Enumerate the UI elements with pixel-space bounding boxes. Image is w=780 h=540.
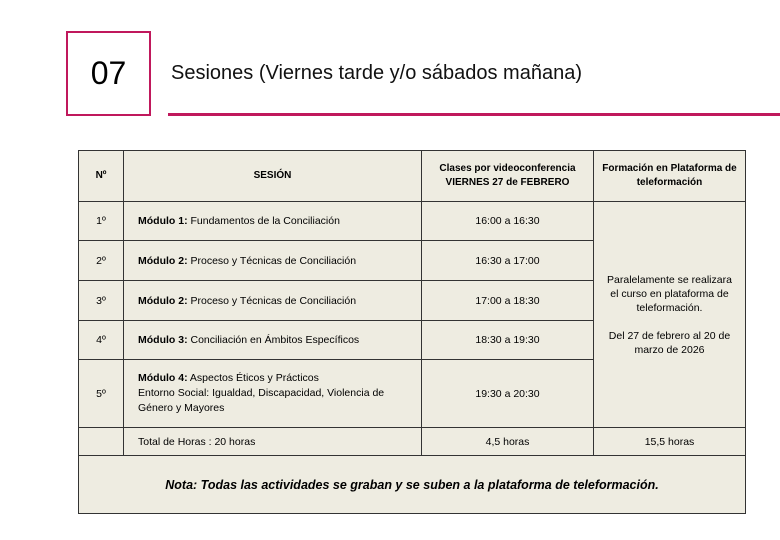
section-number-box: [66, 31, 151, 116]
row-module: Módulo 2:: [138, 294, 188, 307]
title-underline: [168, 113, 780, 116]
row-num: 3º: [79, 281, 124, 321]
row-desc: Proceso y Técnicas de Conciliación: [187, 254, 357, 267]
row-num: 4º: [79, 321, 124, 360]
header-platform: Formación en Plataforma de teleformación: [594, 151, 746, 202]
row-module: Módulo 2:: [138, 254, 188, 267]
row-session: [124, 241, 422, 281]
platform-text-1: Paralelamente se realizara el curso en plataforma de teleformación.: [607, 273, 732, 314]
row-time: 19:30 a 20:30: [422, 360, 594, 428]
row-desc: Fundamentos de la Conciliación: [187, 215, 340, 227]
header-video: Clases por videoconferencia VIERNES 27 de FEBRERO: [422, 151, 594, 202]
section-number: 07: [90, 55, 127, 91]
total-row: [79, 428, 746, 456]
total-platform-hours: 15,5 horas: [594, 428, 746, 456]
header-num: Nº: [79, 151, 124, 202]
row-module: Módulo 1:: [138, 215, 188, 227]
note-text: Nota: Todas las actividades se graban y se suben a la plataforma de teleformación.: [79, 456, 746, 514]
row-time: 16:30 a 17:00: [422, 241, 594, 281]
page-title: Sesiones (Viernes tarde y/o sábados mañana): [171, 62, 582, 84]
row-num: 5º: [79, 360, 124, 428]
row-num: 1º: [79, 202, 124, 241]
row-session: [124, 281, 422, 321]
row-time: 17:00 a 18:30: [422, 281, 594, 321]
note-row: [79, 456, 746, 514]
platform-text-2: Del 27 de febrero al 20 de marzo de 2026: [608, 329, 731, 356]
row-session: [124, 360, 422, 428]
row-desc: Proceso y Técnicas de Conciliación: [187, 294, 357, 307]
total-num-empty: [79, 428, 124, 456]
row-desc: Aspectos Éticos y Prácticos: [187, 372, 319, 384]
sessions-table: [78, 150, 746, 514]
row-desc-2: Entorno Social: Igualdad, Discapacidad, Violencia de Género y Mayores: [138, 387, 385, 414]
platform-cell: [594, 202, 746, 428]
total-label: Total de Horas : 20 horas: [124, 428, 422, 456]
table-row: [79, 202, 746, 241]
total-video-hours: 4,5 horas: [422, 428, 594, 456]
row-time: 16:00 a 16:30: [422, 202, 594, 241]
row-session: [124, 202, 422, 241]
header-session: SESIÓN: [124, 151, 422, 202]
row-time: 18:30 a 19:30: [422, 321, 594, 360]
table-header-row: [79, 151, 746, 202]
row-session-line: [138, 371, 413, 386]
row-desc: Conciliación en Ámbitos Específicos: [187, 334, 360, 346]
row-session: [124, 321, 422, 360]
row-module: Módulo 4:: [138, 372, 188, 384]
row-module: Módulo 3:: [138, 334, 188, 346]
row-num: 2º: [79, 241, 124, 281]
